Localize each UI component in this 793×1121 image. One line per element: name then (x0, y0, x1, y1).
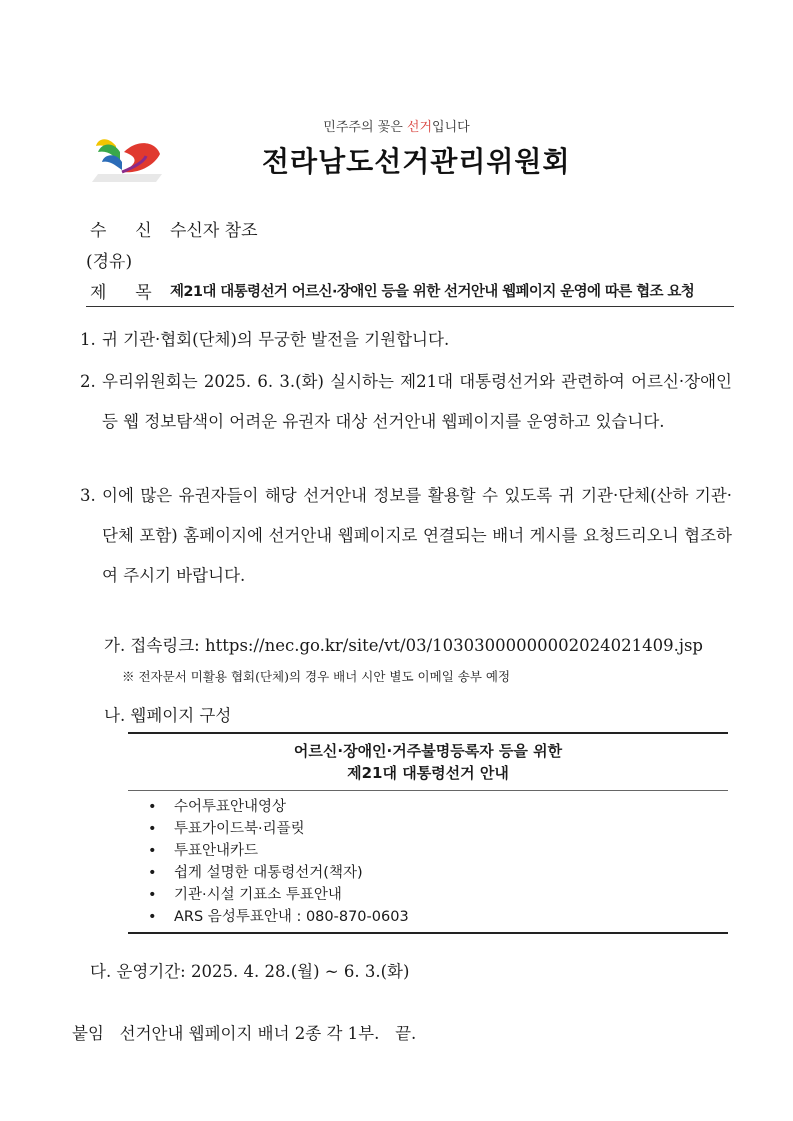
webpage-contents-list (148, 796, 409, 928)
bullet-icon: • (148, 865, 157, 881)
box-bottom-rule (128, 932, 728, 934)
list-item: • 투표안내카드 (148, 840, 409, 862)
list-item: • ARS 음성투표안내 : 080-870-0603 (148, 906, 409, 928)
box-title-line-2: 제21대 대통령선거 안내 (347, 764, 509, 782)
via-label: (경유) (86, 252, 133, 272)
bullet-icon: • (148, 821, 157, 837)
item-1-text: 귀 기관·협회(단체)의 무궁한 발전을 기원합니다. (102, 330, 450, 349)
slogan-suffix: 입니다 (432, 120, 470, 135)
access-link-label: 가. 접속링크: (104, 636, 200, 655)
bullet-icon: • (148, 843, 157, 859)
organization-name: 전라남도선거관리위원회 (262, 145, 571, 178)
bullet-icon: • (148, 909, 157, 925)
bullet-icon: • (148, 799, 157, 815)
operation-period-label: 다. 운영기간: (90, 962, 186, 981)
election-commission-logo (86, 132, 168, 192)
access-link-row (104, 632, 703, 656)
list-item: • 수어투표안내영상 (148, 796, 409, 818)
item-3-text: 이에 많은 유권자들이 해당 선거안내 정보를 활용할 수 있도록 귀 기관·단체(산하 기관·단체 포함) 홈페이지에 선거안내 웹페이지로 연결되는 배너 게시를 요청드리오니 협조하여 주시기 바랍니다. (102, 486, 732, 585)
operation-period-value: 2025. 4. 28.(월) ~ 6. 3.(화) (191, 962, 410, 981)
subject-value: 제21대 대통령선거 어르신·장애인 등을 위한 선거안내 웹페이지 운영에 따른 협조 요청 (170, 284, 695, 300)
item-3-number: 3. (80, 486, 96, 505)
box-title-line-1: 어르신·장애인·거주불명등록자 등을 위한 (293, 742, 563, 760)
bullet-icon: • (148, 887, 157, 903)
box-top-rule (128, 732, 728, 734)
recipient-value: 수신자 참조 (170, 221, 258, 241)
attachment-text: 선거안내 웹페이지 배너 2종 각 1부. (119, 1024, 380, 1043)
subject-label: 제 목 (90, 283, 158, 303)
list-item: • 쉽게 설명한 대통령선거(책자) (148, 862, 409, 884)
item-2-number: 2. (80, 372, 96, 391)
box-mid-rule (128, 790, 728, 791)
list-item: • 투표가이드북·리플릿 (148, 818, 409, 840)
recipient-label: 수 신 (90, 221, 158, 241)
access-link-url[interactable]: https://nec.go.kr/site/vt/03/10303000000002024021409.jsp (205, 636, 703, 655)
list-item: • 기관·시설 기표소 투표안내 (148, 884, 409, 906)
attachment-end: 끝. (395, 1024, 417, 1043)
structure-label: 나. 웹페이지 구성 (104, 706, 232, 725)
slogan-highlight: 선거 (406, 120, 433, 135)
attachment-label: 붙임 (72, 1024, 104, 1043)
item-1-number: 1. (80, 330, 96, 349)
email-note: ※ 전자문서 미활용 협회(단체)의 경우 배너 시안 별도 이메일 송부 예정 (122, 669, 511, 684)
slogan-prefix: 민주주의 꽃은 (323, 120, 407, 135)
header-divider (86, 306, 734, 307)
box-title (128, 740, 728, 784)
attachment-line (72, 1020, 416, 1044)
item-2-text: 우리위원회는 2025. 6. 3.(화) 실시하는 제21대 대통령선거와 관련하여 어르신·장애인 등 웹 정보탐색이 어려운 유권자 대상 선거안내 웹페이지를 운영하고 있습니다. (102, 372, 732, 431)
operation-period (90, 958, 409, 982)
